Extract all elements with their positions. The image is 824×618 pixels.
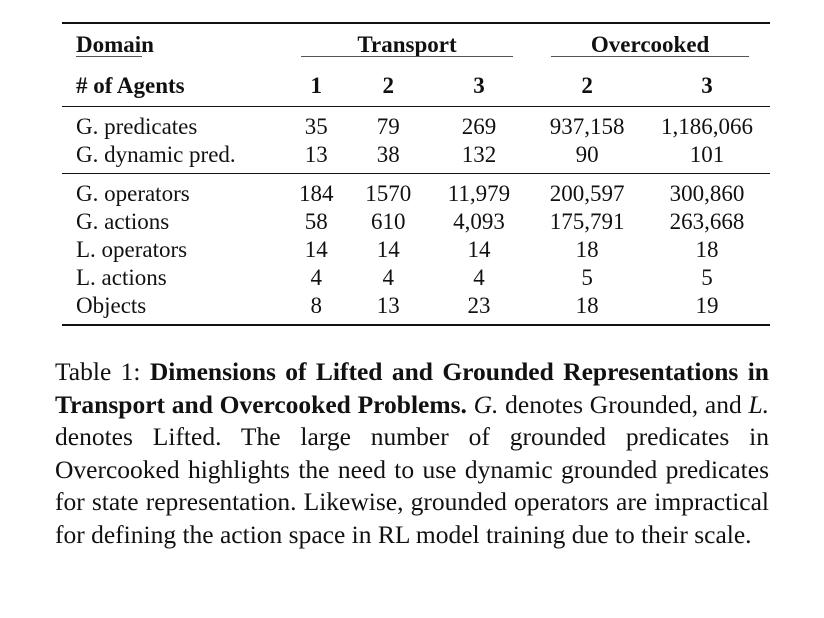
value-cell: 13 <box>349 292 428 325</box>
agents-header: # of Agents <box>76 73 185 98</box>
value-cell: 38 <box>376 142 400 167</box>
value-cell: 18 <box>530 292 644 325</box>
value-cell: 11,979 <box>428 174 531 209</box>
value-cell: 58 <box>304 209 328 234</box>
caption-l-abbr: L. <box>748 389 769 419</box>
table-row <box>62 208 770 236</box>
caption-rest: denotes Lifted. The large number of grounded predicates in Overcooked highlights the need to use dynamic grounded predicates for state representation. Likewise, grounded operators are impractical for defining the action space in RL model training due to their scale. <box>55 422 769 549</box>
header-row-domains <box>62 23 770 66</box>
transport-header: Transport <box>297 32 516 57</box>
value-cell: 13 <box>304 142 328 167</box>
row-label: G. dynamic pred. <box>76 142 236 167</box>
results-table-container <box>62 22 770 326</box>
value-cell: 8 <box>284 292 349 325</box>
table-row <box>62 141 770 174</box>
table-row <box>62 264 770 292</box>
row-label: Objects <box>62 292 284 325</box>
value-cell: 1,186,066 <box>644 107 770 142</box>
header-row-agents <box>62 66 770 107</box>
value-cell: 14 <box>467 237 491 262</box>
value-cell: 200,597 <box>530 174 644 209</box>
value-cell: 4 <box>310 265 323 290</box>
value-cell: 300,860 <box>644 174 770 209</box>
row-label: L. operators <box>76 237 188 262</box>
value-cell: 5 <box>581 265 593 290</box>
value-cell: 101 <box>689 142 725 167</box>
table-row <box>62 107 770 142</box>
agent-count-cell: 2 <box>382 73 394 98</box>
table-row <box>62 292 770 325</box>
value-cell: 19 <box>644 292 770 325</box>
row-label: G. operators <box>62 174 284 209</box>
agent-count-cell: 3 <box>701 73 713 98</box>
table-row <box>62 174 770 209</box>
row-label: G. actions <box>76 209 170 234</box>
agent-count-cell: 3 <box>473 73 485 98</box>
value-cell: 1570 <box>349 174 428 209</box>
value-cell: 18 <box>575 237 599 262</box>
value-cell: 175,791 <box>549 209 625 234</box>
value-cell: 35 <box>284 107 349 142</box>
value-cell: 18 <box>695 237 719 262</box>
dimensions-table <box>62 22 770 326</box>
caption-g-text: denotes Grounded, and <box>498 389 749 419</box>
value-cell: 4 <box>473 265 485 290</box>
row-label: G. predicates <box>62 107 284 142</box>
agent-count-cell: 1 <box>310 73 323 98</box>
value-cell: 132 <box>461 142 497 167</box>
value-cell: 14 <box>376 237 400 262</box>
caption-prefix: Table 1: <box>55 357 150 386</box>
value-cell: 269 <box>428 107 531 142</box>
value-cell: 79 <box>349 107 428 142</box>
table-row <box>62 236 770 264</box>
value-cell: 263,668 <box>669 209 745 234</box>
row-label: L. actions <box>76 265 167 290</box>
value-cell: 610 <box>370 209 406 234</box>
value-cell: 23 <box>428 292 531 325</box>
domain-header: Domain <box>76 32 154 57</box>
overcooked-header: Overcooked <box>547 32 753 57</box>
caption-title: Dimensions of Lifted and Grounded Representations in Transport and Overcooked Problems. <box>55 357 769 419</box>
caption-g-abbr: G. <box>473 389 499 419</box>
value-cell: 14 <box>304 237 328 262</box>
value-cell: 937,158 <box>530 107 644 142</box>
value-cell: 4 <box>382 265 394 290</box>
table-caption <box>55 356 769 551</box>
agent-count-cell: 2 <box>581 73 593 98</box>
value-cell: 184 <box>284 174 349 209</box>
value-cell: 4,093 <box>453 209 505 234</box>
value-cell: 90 <box>575 142 599 167</box>
value-cell: 5 <box>701 265 713 290</box>
